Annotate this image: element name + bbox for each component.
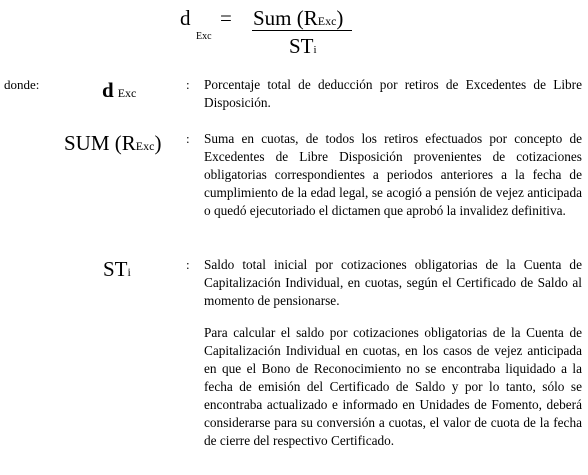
def3-text: Saldo total inicial por cotizaciones obligatorias de la Cuenta de Capitalización Individual, en cuotas, según el Certificado de Saldo al momento de pensionarse.	[204, 257, 582, 308]
formula-denominator	[289, 36, 317, 57]
def2-symbol-suffix: )	[154, 131, 162, 155]
def2-text: Suma en cuotas, de todos los retiros efectuados por concepto de Excedentes de Libre Disposición provenientes de cotizaciones obligatorias correspondientes a periodos anteriores a la fecha de cumplimiento de la edad legal, se acogió a pensión de vejez anticipada o quedó ejecutoriado el dictamen que aprobó la invalidez definitiva.	[204, 131, 582, 218]
formula-lhs-sub: Exc	[196, 31, 212, 42]
formula-equals: =	[220, 6, 232, 30]
formula-numerator-suffix: )	[336, 6, 344, 30]
def1-text: Porcentaje total de deducción por retiros de Excedentes de Libre Disposición.	[204, 77, 582, 110]
def2-symbol-sub: Exc	[135, 139, 155, 153]
formula-denominator-main: ST	[289, 34, 314, 58]
formula-denominator-sub: i	[313, 44, 317, 56]
def3-colon: :	[186, 257, 190, 272]
definition-symbol-sum	[64, 133, 161, 154]
def3-symbol-main: ST	[103, 257, 128, 281]
def2-symbol-prefix: SUM (R	[64, 131, 136, 155]
def3-note: Para calcular el saldo por cotizaciones obligatorias de la Cuenta de Capitalización Individual en cuotas, en los casos de vejez anticipada en que el Bono de Reconocimiento no se encontraba liquidado a la fecha de emisión del Certificado de Saldo y por lo tanto, sólo se encontraba actualizado e informado en Unidades de Fomento, deberá considerarse para su conversión a cuotas, el valor de cuota de la fecha de cierre del respectivo Certificado.	[204, 325, 582, 448]
formula	[0, 0, 588, 62]
formula-numerator-sub: Exc	[317, 14, 337, 28]
formula-lhs-main: d	[180, 6, 191, 30]
formula-numerator-prefix: Sum (R	[253, 6, 318, 30]
definition-symbol-st	[103, 259, 131, 280]
formula-numerator	[253, 8, 343, 29]
def1-colon: :	[186, 77, 190, 92]
def3-symbol-sub: i	[127, 265, 131, 279]
def1-symbol-sub: Exc	[117, 86, 137, 100]
donde-label: donde:	[4, 77, 40, 92]
definition-symbol-d-exc	[102, 78, 136, 103]
fraction-bar	[252, 30, 352, 31]
def1-symbol-main: d	[102, 78, 114, 102]
def2-colon: :	[186, 131, 190, 146]
